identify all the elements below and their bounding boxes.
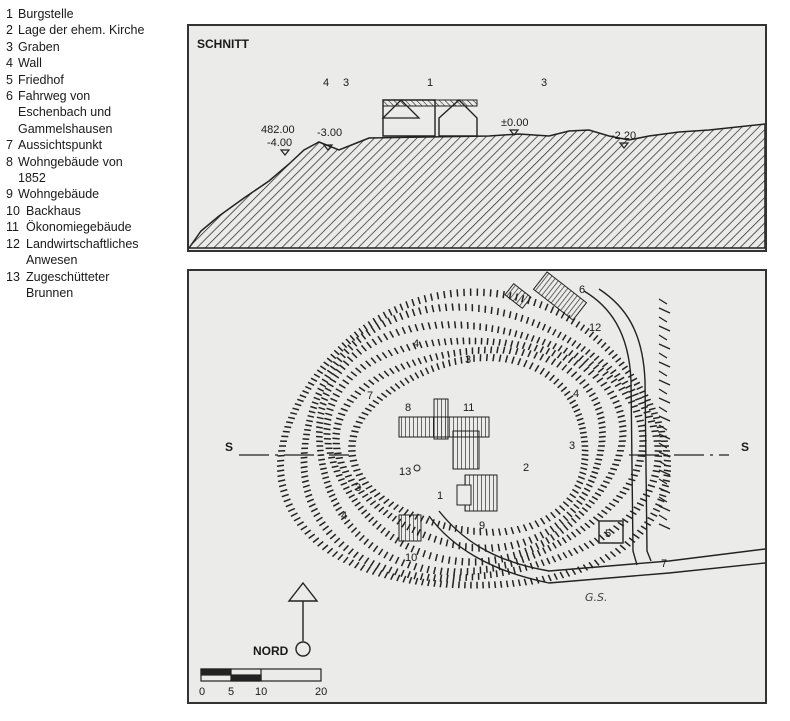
- scale-bar: [201, 669, 321, 681]
- legend-text: [26, 269, 182, 302]
- legend-item: [6, 6, 182, 22]
- legend-line: Lage der ehem. Kirche: [18, 23, 145, 38]
- road-7: [439, 511, 765, 571]
- legend-number: 8: [6, 154, 13, 169]
- well-13: [414, 465, 420, 471]
- legend-text: [18, 39, 182, 55]
- building-12: [505, 272, 586, 320]
- section-label-4: 4: [323, 77, 330, 89]
- scale-tick-10: 10: [255, 686, 268, 698]
- legend-number: 1: [6, 7, 13, 21]
- legend-line: Zugeschütteter: [26, 269, 110, 284]
- plan-label-8: 8: [405, 402, 412, 414]
- legend-text: [18, 55, 182, 71]
- legend-item: [6, 88, 182, 137]
- plan-label-13: 13: [399, 466, 412, 478]
- cut-marker-right: S: [741, 440, 750, 454]
- legend-item: [6, 39, 182, 55]
- legend-number: 4: [6, 56, 13, 71]
- legend-number: 13: [6, 269, 20, 284]
- plan-label-6: 6: [579, 284, 586, 296]
- plan-label-4-left: 4: [341, 510, 348, 522]
- legend-line: Brunnen: [26, 285, 74, 300]
- legend-text: [26, 236, 182, 269]
- plan-label-5: 5: [605, 528, 612, 540]
- legend-item: [6, 137, 182, 153]
- section-label-3: 3: [343, 77, 350, 89]
- castle-building-profile: [383, 100, 477, 136]
- legend-line: Anwesen: [26, 253, 78, 268]
- section-label-1: 1: [427, 77, 434, 89]
- legend-number: 6: [6, 89, 13, 104]
- legend-line: Friedhof: [18, 72, 64, 87]
- legend-number: 9: [6, 187, 13, 202]
- legend-number: 3: [6, 39, 13, 54]
- scale-tick-0: 0: [199, 686, 206, 698]
- legend-item: [6, 186, 182, 202]
- plan-label-3-top: 3: [465, 354, 472, 366]
- legend-number: 11: [6, 220, 19, 235]
- plan-label-11: 11: [463, 402, 475, 414]
- elevation-minus-four: -4.00: [267, 137, 293, 149]
- legend-line: Graben: [18, 39, 60, 54]
- legend-line: Eschenbach und: [18, 105, 112, 120]
- legend-item: [6, 154, 182, 187]
- legend-line: Gammelshausen: [18, 121, 113, 136]
- plan-label-10: 10: [405, 552, 418, 564]
- legend-text: [18, 22, 182, 38]
- elevation-minus-two-twenty: -2.20: [611, 130, 637, 142]
- legend-line: Ökonomiegebäude: [26, 220, 132, 235]
- legend-number: 2: [6, 23, 13, 38]
- legend-text: [18, 137, 182, 153]
- plan-label-4-right: 4: [573, 388, 580, 400]
- legend-line: Wall: [18, 56, 42, 71]
- building-11-and-8: [399, 399, 489, 469]
- plan-label-7-left: 7: [367, 390, 374, 402]
- legend-text: [18, 154, 182, 187]
- legend-line: Backhaus: [26, 203, 81, 218]
- legend-number: 12: [6, 236, 20, 251]
- scale-tick-20: 20: [315, 686, 328, 698]
- scale-tick-5: 5: [228, 686, 235, 698]
- legend: [6, 6, 182, 301]
- legend-number: 5: [6, 72, 13, 87]
- plan-label-2: 2: [523, 462, 530, 474]
- legend-text: [18, 88, 182, 137]
- legend-item: [6, 55, 182, 71]
- cut-marker-left: S: [225, 440, 234, 454]
- plan-label-4-top: 4: [413, 338, 420, 350]
- legend-item: [6, 203, 182, 219]
- legend-line: Aussichtspunkt: [18, 138, 103, 153]
- plan-label-12: 12: [589, 322, 602, 334]
- plan-panel: [187, 269, 767, 704]
- section-drawing: [189, 26, 765, 250]
- legend-text: [18, 6, 182, 22]
- legend-line: Landwirtschaftliches: [26, 236, 139, 251]
- site-plan-drawing: [189, 271, 765, 702]
- legend-item: [6, 72, 182, 88]
- plan-label-3-left: 3: [355, 482, 362, 494]
- legend-line: Wohngebäude von: [18, 154, 123, 169]
- legend-number: 10: [6, 203, 20, 218]
- plan-label-3-right: 3: [569, 440, 576, 452]
- legend-item: [6, 219, 182, 235]
- north-label: NORD: [253, 644, 289, 658]
- legend-line: Burgstelle: [18, 7, 74, 21]
- legend-item: [6, 269, 182, 302]
- section-label-3-right: 3: [541, 77, 548, 89]
- elevation-minus-three: -3.00: [317, 127, 343, 139]
- elevation-zero: ±0.00: [501, 117, 529, 129]
- north-arrow-icon: [289, 583, 317, 656]
- legend-item: [6, 22, 182, 38]
- legend-line: Wohngebäude: [18, 187, 100, 202]
- legend-text: [26, 203, 182, 219]
- plan-label-7-bottom: 7: [661, 558, 668, 570]
- legend-number: 7: [6, 138, 13, 153]
- plan-label-9: 9: [479, 520, 486, 532]
- legend-text: [18, 186, 182, 202]
- section-title: SCHNITT: [197, 37, 249, 51]
- building-10: [399, 515, 421, 541]
- legend-item: [6, 236, 182, 269]
- legend-text: [26, 219, 182, 235]
- building-9: [457, 475, 497, 511]
- elevation-absolute: 482.00: [261, 124, 295, 136]
- legend-text: [18, 72, 182, 88]
- signature: G.S.: [585, 591, 608, 604]
- section-panel: [187, 24, 767, 252]
- legend-line: Fahrweg von: [18, 89, 91, 104]
- legend-line: 1852: [18, 171, 46, 186]
- plan-label-1: 1: [437, 490, 444, 502]
